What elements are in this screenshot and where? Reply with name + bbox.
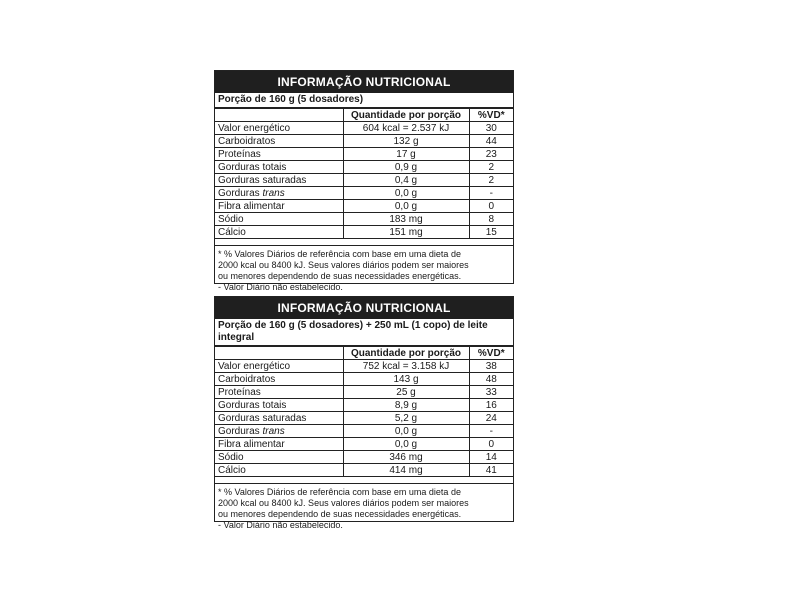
footnote-line: ou menores dependendo de suas necessidades energéticas. — [218, 509, 462, 519]
footnote-line: * % Valores Diários de referência com base em uma dieta de — [218, 249, 461, 259]
vd-cell: - — [469, 425, 513, 438]
vd-cell: 23 — [469, 148, 513, 161]
vd-cell: 44 — [469, 135, 513, 148]
nutrient-name — [215, 200, 343, 213]
quantity-cell: 183 mg — [343, 213, 469, 226]
nutrient-label: Proteínas — [218, 386, 261, 398]
quantity-cell: 346 mg — [343, 451, 469, 464]
nutrient-label: Carboidratos — [218, 135, 276, 147]
nutrient-label: Valor energético — [218, 360, 291, 372]
portion-label: Porção de 160 g (5 dosadores) + 250 mL (1 copo) de leite integral — [215, 319, 513, 346]
table-row — [215, 187, 513, 200]
table-row — [215, 148, 513, 161]
header-vd: %VD* — [469, 347, 513, 360]
nutrient-label: Gorduras — [218, 425, 260, 437]
quantity-cell: 0,0 g — [343, 200, 469, 213]
nutrient-name — [215, 451, 343, 464]
table-title: INFORMAÇÃO NUTRICIONAL — [215, 71, 513, 93]
vd-cell: 8 — [469, 213, 513, 226]
nutrient-name — [215, 360, 343, 373]
quantity-cell: 414 mg — [343, 464, 469, 477]
vd-cell: 30 — [469, 122, 513, 135]
nutrient-label: Gorduras — [218, 187, 260, 199]
quantity-cell: 5,2 g — [343, 412, 469, 425]
vd-cell: 41 — [469, 464, 513, 477]
header-row — [215, 347, 513, 360]
nutrient-name — [215, 122, 343, 135]
nutrient-label-italic: trans — [262, 425, 285, 437]
table-row — [215, 200, 513, 213]
header-quantity: Quantidade por porção — [343, 109, 469, 122]
nutrient-rows — [215, 122, 513, 239]
quantity-cell: 17 g — [343, 148, 469, 161]
vd-cell: 38 — [469, 360, 513, 373]
footnote-line: - Valor Diário não estabelecido. — [218, 282, 343, 292]
quantity-cell: 0,4 g — [343, 174, 469, 187]
nutrient-label: Carboidratos — [218, 373, 276, 385]
vd-cell: 15 — [469, 226, 513, 239]
quantity-cell: 604 kcal = 2.537 kJ — [343, 122, 469, 135]
footnote-line: ou menores dependendo de suas necessidades energéticas. — [218, 271, 462, 281]
quantity-cell: 0,0 g — [343, 425, 469, 438]
nutrient-label: Gorduras saturadas — [218, 174, 307, 186]
nutrient-name — [215, 135, 343, 148]
vd-cell: 2 — [469, 161, 513, 174]
vd-cell: 2 — [469, 174, 513, 187]
nutrient-rows — [215, 360, 513, 477]
footnote-line: 2000 kcal ou 8400 kJ. Seus valores diários podem ser maiores — [218, 498, 469, 508]
table-row — [215, 174, 513, 187]
quantity-cell: 143 g — [343, 373, 469, 386]
table-row — [215, 386, 513, 399]
nutrient-label: Gorduras totais — [218, 161, 287, 173]
nutrient-label: Sódio — [218, 451, 244, 463]
nutrient-name — [215, 148, 343, 161]
nutrient-label: Cálcio — [218, 226, 246, 238]
nutrient-name — [215, 174, 343, 187]
header-nutrient — [215, 109, 343, 122]
table-row — [215, 399, 513, 412]
table-row — [215, 412, 513, 425]
footnote-line: 2000 kcal ou 8400 kJ. Seus valores diários podem ser maiores — [218, 260, 469, 270]
vd-cell: 33 — [469, 386, 513, 399]
quantity-cell: 0,9 g — [343, 161, 469, 174]
quantity-cell: 752 kcal = 3.158 kJ — [343, 360, 469, 373]
footnote — [215, 245, 513, 295]
quantity-cell: 0,0 g — [343, 187, 469, 200]
nutrition-table-1 — [214, 70, 514, 292]
table-row — [215, 161, 513, 174]
nutrient-label: Valor energético — [218, 122, 291, 134]
quantity-cell: 0,0 g — [343, 438, 469, 451]
nutrient-label: Proteínas — [218, 148, 261, 160]
vd-cell: 16 — [469, 399, 513, 412]
nutrient-name — [215, 386, 343, 399]
nutrient-name — [215, 438, 343, 451]
table-row — [215, 226, 513, 239]
nutrient-name — [215, 399, 343, 412]
nutrient-label: Gorduras totais — [218, 399, 287, 411]
table-row — [215, 451, 513, 464]
footnote-line: - Valor Diário não estabelecido. — [218, 520, 343, 530]
nutrient-label: Cálcio — [218, 464, 246, 476]
nutrient-name — [215, 226, 343, 239]
nutrient-label: Fibra alimentar — [218, 200, 285, 212]
nutrient-name — [215, 213, 343, 226]
header-nutrient — [215, 347, 343, 360]
quantity-cell: 151 mg — [343, 226, 469, 239]
vd-cell: 24 — [469, 412, 513, 425]
quantity-cell: 132 g — [343, 135, 469, 148]
nutrient-table — [215, 108, 513, 239]
quantity-cell: 25 g — [343, 386, 469, 399]
header-row — [215, 109, 513, 122]
portion-label: Porção de 160 g (5 dosadores) — [215, 93, 513, 108]
table-row — [215, 213, 513, 226]
nutrient-label: Sódio — [218, 213, 244, 225]
nutrient-name — [215, 412, 343, 425]
nutrient-label: Gorduras saturadas — [218, 412, 307, 424]
vd-cell: 0 — [469, 438, 513, 451]
table-row — [215, 135, 513, 148]
vd-cell: 48 — [469, 373, 513, 386]
nutrient-table — [215, 346, 513, 477]
nutrient-name — [215, 373, 343, 386]
table-title: INFORMAÇÃO NUTRICIONAL — [215, 297, 513, 319]
nutrient-name — [215, 464, 343, 477]
nutrition-table-2 — [214, 296, 514, 530]
table-row — [215, 360, 513, 373]
vd-cell: 0 — [469, 200, 513, 213]
nutrient-label-italic: trans — [262, 187, 285, 199]
nutrient-name — [215, 425, 343, 438]
vd-cell: 14 — [469, 451, 513, 464]
header-vd: %VD* — [469, 109, 513, 122]
footnote-line: * % Valores Diários de referência com base em uma dieta de — [218, 487, 461, 497]
table-row — [215, 464, 513, 477]
nutrient-name — [215, 187, 343, 200]
vd-cell: - — [469, 187, 513, 200]
nutrient-label: Fibra alimentar — [218, 438, 285, 450]
quantity-cell: 8,9 g — [343, 399, 469, 412]
nutrient-name — [215, 161, 343, 174]
table-row — [215, 373, 513, 386]
table-row — [215, 122, 513, 135]
footnote — [215, 483, 513, 533]
table-row — [215, 425, 513, 438]
header-quantity: Quantidade por porção — [343, 347, 469, 360]
table-row — [215, 438, 513, 451]
